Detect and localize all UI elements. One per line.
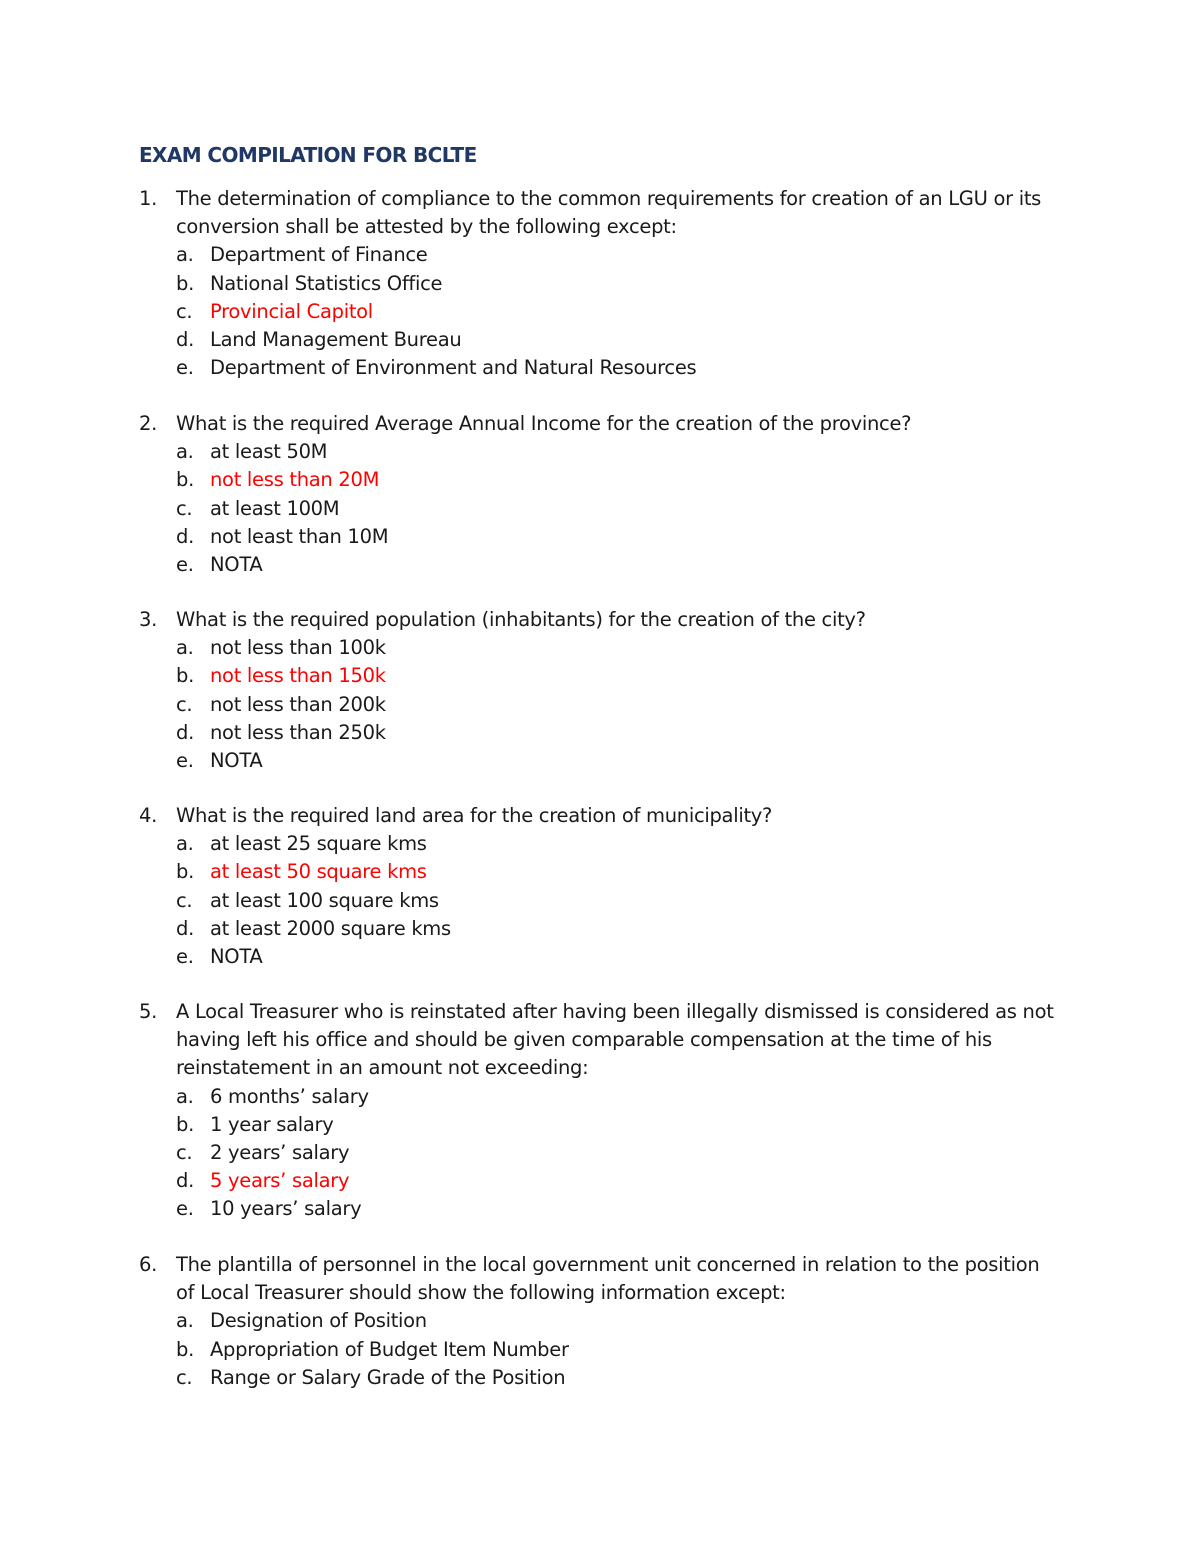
option <box>139 523 1079 551</box>
option <box>139 270 1079 298</box>
question-line: What is the required Average Annual Income for the creation of the province? <box>176 412 912 435</box>
option <box>139 1336 1079 1364</box>
option-letter: d. <box>176 328 194 352</box>
option-letter: d. <box>176 524 194 548</box>
question-number: 4. <box>139 804 158 827</box>
option-text: at least 50M <box>210 440 328 464</box>
question-text <box>139 410 1079 438</box>
option-text: Department of Finance <box>210 243 428 267</box>
option-letter: e. <box>176 749 194 773</box>
option-letter: a. <box>176 243 194 267</box>
question-3 <box>139 606 1079 775</box>
option <box>139 438 1079 466</box>
option-letter: d. <box>176 916 194 940</box>
option <box>139 747 1079 775</box>
option <box>139 551 1079 579</box>
option <box>139 1111 1079 1139</box>
option-text: 1 year salary <box>210 1112 334 1136</box>
option <box>139 634 1079 662</box>
option-text: 10 years’ salary <box>210 1197 362 1221</box>
question-number: 2. <box>139 412 158 435</box>
option-letter: a. <box>176 832 194 856</box>
question-5 <box>139 998 1079 1224</box>
option-letter: c. <box>176 692 193 716</box>
option-text: not least than 10M <box>210 524 389 548</box>
question-number: 1. <box>139 187 158 210</box>
option <box>139 298 1079 326</box>
question-number: 6. <box>139 1253 158 1276</box>
option-text: NOTA <box>210 749 263 773</box>
option <box>139 830 1079 858</box>
option-letter: a. <box>176 440 194 464</box>
question-line: reinstatement in an amount not exceeding: <box>176 1056 589 1080</box>
option-text: NOTA <box>210 553 263 577</box>
question-2 <box>139 410 1079 579</box>
option-text: Land Management Bureau <box>210 328 462 352</box>
question-text <box>139 1251 1079 1307</box>
option-letter: e. <box>176 945 194 969</box>
option-letter: e. <box>176 553 194 577</box>
question-number: 3. <box>139 608 158 631</box>
option <box>139 662 1079 690</box>
option <box>139 1364 1079 1392</box>
option-letter: c. <box>176 299 193 323</box>
option-text: not less than 20M <box>210 468 380 492</box>
option-text: 6 months’ salary <box>210 1084 369 1108</box>
option <box>139 887 1079 915</box>
question-1 <box>139 185 1079 382</box>
option <box>139 326 1079 354</box>
option-text: at least 100M <box>210 496 340 520</box>
question-line: What is the required land area for the creation of municipality? <box>176 804 773 827</box>
option <box>139 719 1079 747</box>
question-line: conversion shall be attested by the following except: <box>176 215 677 239</box>
option-letter: c. <box>176 1141 193 1165</box>
option-letter: c. <box>176 888 193 912</box>
option-text: not less than 200k <box>210 692 386 716</box>
option <box>139 691 1079 719</box>
option-letter: b. <box>176 664 194 688</box>
option-text: at least 50 square kms <box>210 860 427 884</box>
option-text: 5 years’ salary <box>210 1169 350 1193</box>
question-line: What is the required population (inhabitants) for the creation of the city? <box>176 608 866 631</box>
option-text: at least 25 square kms <box>210 832 427 856</box>
option <box>139 1139 1079 1167</box>
option <box>139 915 1079 943</box>
question-number: 5. <box>139 1000 158 1023</box>
question-line: having left his office and should be given comparable compensation at the time of his <box>176 1028 992 1052</box>
option-letter: d. <box>176 720 194 744</box>
option-letter: b. <box>176 271 194 295</box>
option-text: 2 years’ salary <box>210 1141 350 1165</box>
option-letter: e. <box>176 356 194 380</box>
question-text <box>139 185 1079 241</box>
option-letter: d. <box>176 1169 194 1193</box>
option-text: not less than 150k <box>210 664 386 688</box>
option-letter: a. <box>176 1084 194 1108</box>
option-text: Appropriation of Budget Item Number <box>210 1337 569 1361</box>
option-letter: b. <box>176 1112 194 1136</box>
question-line: A Local Treasurer who is reinstated after having been illegally dismissed is considered as not <box>176 1000 1054 1023</box>
option <box>139 1083 1079 1111</box>
question-line: The plantilla of personnel in the local government unit concerned in relation to the position <box>176 1253 1040 1276</box>
option-letter: e. <box>176 1197 194 1221</box>
option-text: Range or Salary Grade of the Position <box>210 1365 566 1389</box>
option <box>139 495 1079 523</box>
option-letter: a. <box>176 1309 194 1333</box>
option-text: Designation of Position <box>210 1309 427 1333</box>
question-line: of Local Treasurer should show the following information except: <box>176 1281 786 1305</box>
option-text: NOTA <box>210 945 263 969</box>
option <box>139 241 1079 269</box>
question-6 <box>139 1251 1079 1392</box>
option-letter: c. <box>176 496 193 520</box>
option-text: not less than 100k <box>210 636 386 660</box>
option <box>139 354 1079 382</box>
option <box>139 466 1079 494</box>
option-text: not less than 250k <box>210 720 386 744</box>
option-text: Provincial Capitol <box>210 299 373 323</box>
option-letter: b. <box>176 468 194 492</box>
option-letter: b. <box>176 1337 194 1361</box>
option <box>139 1307 1079 1335</box>
option-letter: a. <box>176 636 194 660</box>
option-letter: b. <box>176 860 194 884</box>
option <box>139 943 1079 971</box>
option-text: at least 100 square kms <box>210 888 439 912</box>
question-4 <box>139 802 1079 971</box>
option-text: National Statistics Office <box>210 271 443 295</box>
question-line: The determination of compliance to the common requirements for creation of an LGU or its <box>176 187 1042 210</box>
question-text <box>139 802 1079 830</box>
option <box>139 858 1079 886</box>
question-text <box>139 998 1079 1083</box>
option <box>139 1195 1079 1223</box>
option <box>139 1167 1079 1195</box>
option-text: Department of Environment and Natural Resources <box>210 356 697 380</box>
document-title: EXAM COMPILATION FOR BCLTE <box>139 143 477 167</box>
question-text <box>139 606 1079 634</box>
option-letter: c. <box>176 1365 193 1389</box>
option-text: at least 2000 square kms <box>210 916 451 940</box>
